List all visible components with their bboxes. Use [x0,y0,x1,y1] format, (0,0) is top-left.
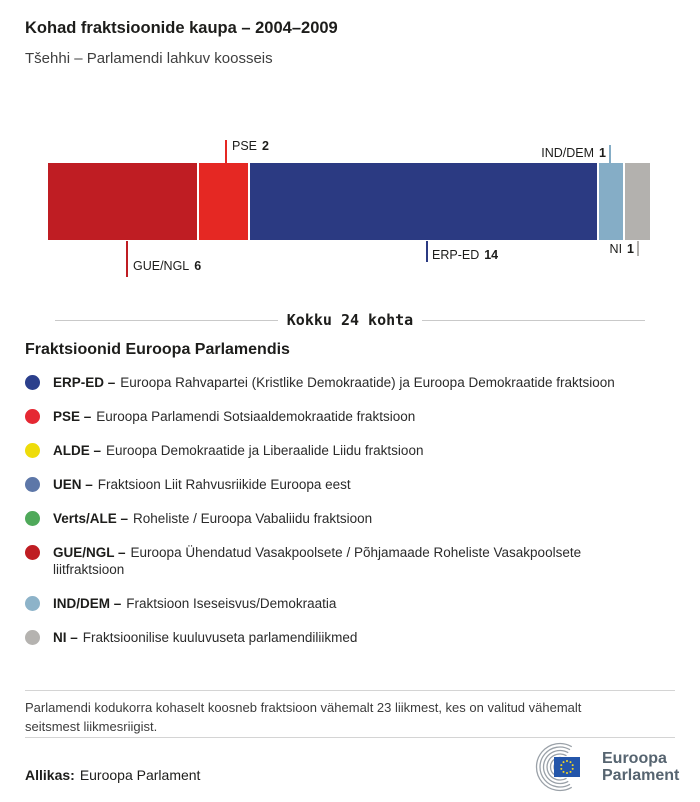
uen-color-dot [25,477,40,492]
ni-label-name: NI [609,242,623,256]
pse-callout-line [225,140,227,163]
legend-description: Fraktsioon Iseseisvus/Demokraatia [126,596,337,611]
legend-item-text [53,544,625,578]
legend-item-text [53,442,423,459]
divider-rule-left [55,320,278,321]
legend-heading: Fraktsioonid Euroopa Parlamendis [25,341,290,358]
legend-item-erp-ed [25,374,675,391]
bar-segment-pse[interactable] [199,163,249,240]
gue-ngl-color-dot [25,545,40,560]
legend-description: Euroopa Demokraatide ja Liberaalide Liidu fraktsioon [106,443,424,458]
footnote-text: Parlamendi kodukorra kohaselt koosneb fraktsioon vähemalt 23 liikmest, kes on valitud vähemalt seitsmest liikmesriigist. [25,700,582,734]
pse-callout-label [232,139,269,153]
legend-item-text [53,476,351,493]
page-title: Kohad fraktsioonide kaupa – 2004–2009 [25,19,338,37]
legend-item-verts-ale [25,510,675,527]
ind-dem-callout-line [609,145,611,163]
gue-ngl-label-name: GUE/NGL [133,259,190,273]
european-parliament-logo [528,741,679,793]
ep-logo-line2: Parlament [602,767,680,784]
legend-acronym: GUE/NGL – [53,545,126,560]
gue-ngl-label-seats: 6 [194,259,202,273]
page-subtitle: Tšehhi – Parlamendi lahkuv koosseis [25,50,273,67]
alde-color-dot [25,443,40,458]
ep-logo-line1: Euroopa [602,750,667,767]
legend-item-text [53,595,336,612]
pse-label-seats: 2 [262,139,269,153]
footnote-divider-top [25,690,675,691]
total-seats-label: Kokku 24 kohta [286,311,414,329]
gue-ngl-callout-line [126,241,128,277]
source-value: Euroopa Parlament [79,767,201,783]
legend-item-text [53,510,372,527]
divider-rule-right [422,320,645,321]
verts-ale-color-dot [25,511,40,526]
erp-ed-label-seats: 14 [484,248,499,262]
ind-dem-label-name: IND/DEM [541,146,595,160]
stacked-seat-bar [48,163,650,240]
bar-segment-ni[interactable] [625,163,650,240]
legend-item-pse [25,408,675,425]
gue-ngl-callout-label [133,259,201,273]
pse-color-dot [25,409,40,424]
erp-ed-color-dot [25,375,40,390]
legend-acronym: ERP-ED – [53,375,116,390]
pse-label-name: PSE [232,139,258,153]
ind-dem-color-dot [25,596,40,611]
legend-item-ni [25,629,675,646]
ep-hemicycle-icon [528,741,592,793]
erp-ed-label-name: ERP-ED [432,248,480,262]
bar-segment-erp-ed[interactable] [250,163,597,240]
ni-color-dot [25,630,40,645]
ni-callout-label [610,242,634,256]
legend-acronym: Verts/ALE – [53,511,129,526]
legend-item-alde [25,442,675,459]
bar-segment-ind-dem[interactable] [599,163,624,240]
legend-acronym: NI – [53,630,78,645]
footnote-divider-bottom [25,737,675,738]
legend-item-text [53,374,615,391]
legend-description: Roheliste / Euroopa Vabaliidu fraktsioon [133,511,373,526]
legend-description: Euroopa Ühendatud Vasakpoolsete / Põhjamaade Roheliste Vasakpoolsete liitfraktsioon [53,545,582,577]
source-line [25,767,200,783]
ni-callout-line [637,241,639,256]
legend-description: Fraktsioonilise kuuluvuseta parlamendiliikmed [82,630,358,645]
ep-logo-text [602,750,679,784]
legend-description: Euroopa Rahvapartei (Kristlike Demokraatide) ja Euroopa Demokraatide fraktsioon [120,375,615,390]
legend-description: Euroopa Parlamendi Sotsiaaldemokraatide fraktsioon [96,409,416,424]
legend-acronym: PSE – [53,409,92,424]
source-label: Allikas: [25,767,75,783]
legend-acronym: UEN – [53,477,93,492]
total-seats-divider [55,311,645,329]
legend-item-text [53,629,357,646]
legend-item-text [53,408,415,425]
legend-list [25,374,675,663]
legend-item-uen [25,476,675,493]
ni-label-seats: 1 [627,242,634,256]
legend-acronym: IND/DEM – [53,596,122,611]
legend-acronym: ALDE – [53,443,102,458]
ind-dem-callout-label [541,146,606,160]
legend-description: Fraktsioon Liit Rahvusriikide Euroopa eest [97,477,351,492]
bar-segment-gue-ngl[interactable] [48,163,197,240]
legend-item-gue-ngl [25,544,675,578]
legend-item-ind-dem [25,595,675,612]
erp-ed-callout-label [432,248,498,262]
erp-ed-callout-line [426,241,428,262]
ind-dem-label-seats: 1 [599,146,606,160]
